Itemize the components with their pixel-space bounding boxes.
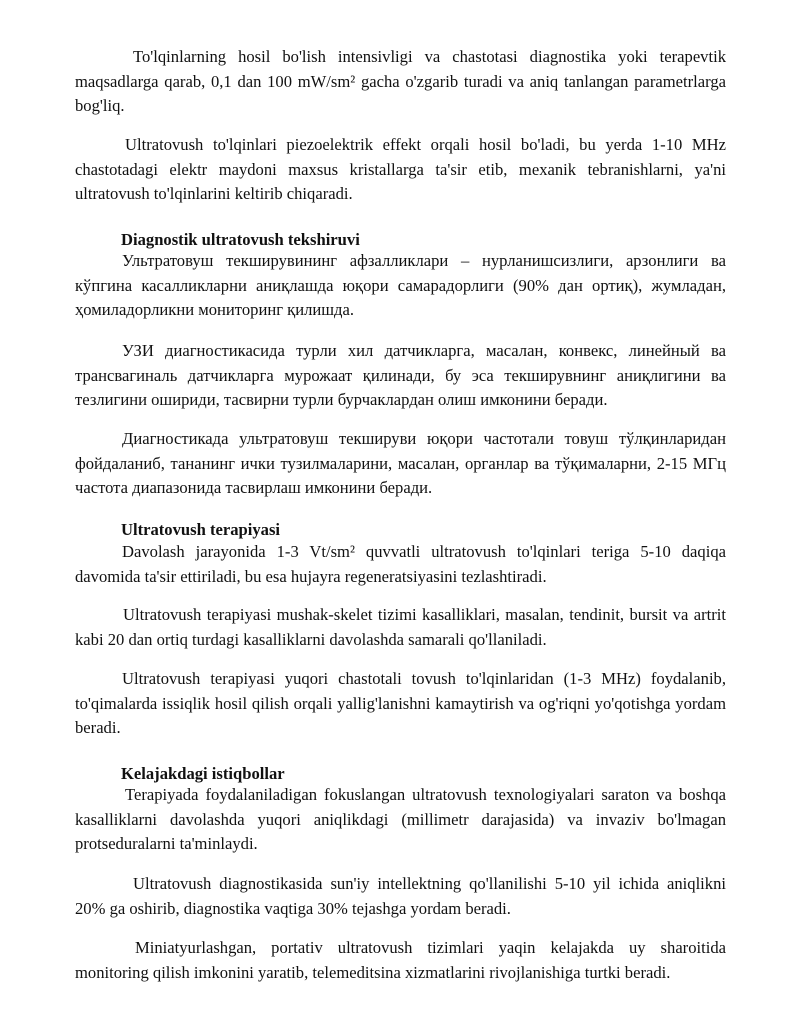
- heading-diagnostic: Diagnostik ultratovush tekshiruvi: [121, 230, 360, 249]
- paragraph-uzi-sensors: УЗИ диагностикасида турли хил датчикларга, масалан, конвекс, линейный ва трансвагиналь датчикларга мурожаат қилинади, бу эса текширувнинг аниқлигини ва тезлигини ошириди, тасвирни турли бурчаклардан олиш имконини беради.: [75, 341, 726, 409]
- paragraph-focused-ultrasound: Terapiyada foydalaniladigan fokuslangan ultratovush texnologiyalari saraton va boshqa kasalliklarni davolashda yuqori aniqlikdagi (millimetr darajasida) va invaziv bo'lmagan protseduralarni ta'minlaydi.: [75, 785, 726, 853]
- heading-future: Kelajakdagi istiqbollar: [121, 764, 285, 783]
- paragraph-portable-systems: Miniatyurlashgan, portativ ultratovush tizimlari yaqin kelajakda uy sharoitida monitoring qilish imkonini yaratib, telemeditsina xizmatlarini rivojlanishiga turtki beradi.: [75, 938, 726, 982]
- paragraph-us-advantages: Ультратовуш текширувининг афзалликлари – нурланишсизлиги, арзонлиги ва кўпгина касалликларни аниқлашда юқори самарадорлиги (90% дан ортиқ), жумладан, ҳомиладорликни мониторинг қилишда.: [75, 251, 726, 319]
- paragraph-ai-diagnostics: Ultratovush diagnostikasida sun'iy intellektning qo'llanilishi 5-10 yil ichida aniqlikni 20% ga oshirib, diagnostika vaqtiga 30% tejashga yordam beradi.: [75, 874, 726, 918]
- paragraph-therapy-musculoskeletal: Ultratovush terapiyasi mushak-skelet tizimi kasalliklari, masalan, tendinit, bursit va artrit kabi 20 dan ortiq turdagi kasalliklarni davolashda samarali qo'llaniladi.: [75, 605, 726, 649]
- heading-therapy: Ultratovush terapiyasi: [121, 520, 281, 539]
- paragraph-piezoelectric: Ultratovush to'lqinlari piezoelektrik effekt orqali hosil bo'ladi, bu yerda 1-10 MHz chastotadagi elektr maydoni maxsus kristallarga ta'sir etib, mexanik tebranishlarni, ya'ni ultratovush to'lqinlarini keltirib chiqaradi.: [75, 135, 726, 203]
- paragraph-therapy-frequency: Ultratovush terapiyasi yuqori chastotali tovush to'lqinlaridan (1-3 MHz) foydalanib, to'qimalarda issiqlik hosil qilish orqali yallig'lanishni kamaytirish va og'riqni yo'qotishga yordam beradi.: [75, 669, 726, 737]
- paragraph-therapy-process: Davolash jarayonida 1-3 Vt/sm² quvvatli ultratovush to'lqinlari teriga 5-10 daqiqa davomida ta'sir ettiriladi, bu esa hujayra regeneratsiyasini tezlashtiradi.: [75, 542, 726, 586]
- paragraph-diagnostics-frequency: Диагностикада ультратовуш текшируви юқори частотали товуш тўлқинларидан фойдаланиб, тананинг ички тузилмаларини, масалан, органлар ва тўқималарни, 2-15 МГц частота диапазонида тасвирлаш имконини беради.: [75, 429, 726, 497]
- paragraph-wave-intensity: To'lqinlarning hosil bo'lish intensivligi va chastotasi diagnostika yoki terapevtik maqsadlarga qarab, 0,1 dan 100 mW/sm² gacha o'zgarib turadi va aniq tanlangan parametrlarga bog'liq.: [75, 47, 726, 115]
